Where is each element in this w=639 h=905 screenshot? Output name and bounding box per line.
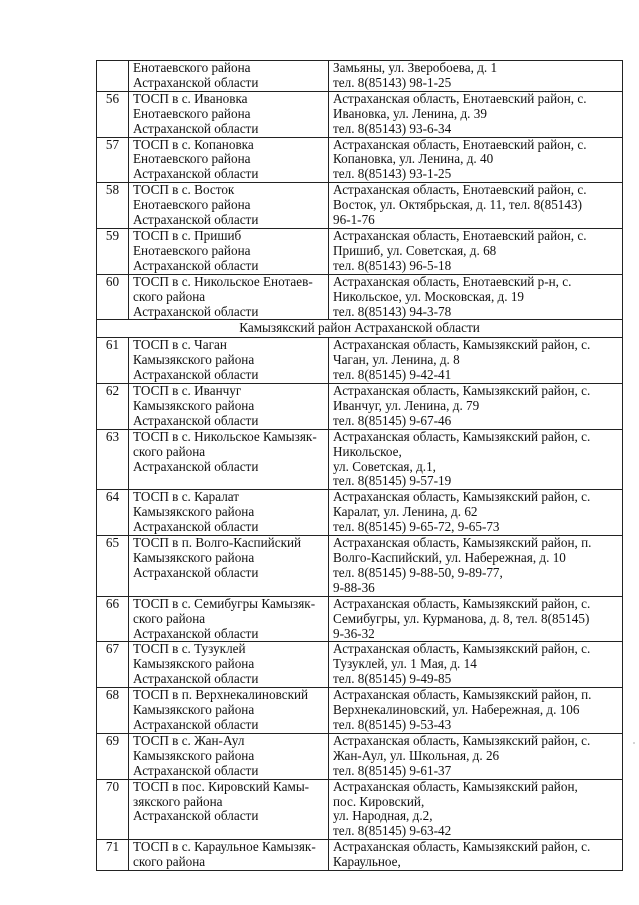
address-line: 9-36-32 (333, 626, 375, 641)
office-name-line: ТОСП в с. Иванчуг (133, 384, 242, 399)
office-name-line: Камызякского района (133, 505, 255, 520)
row-number: 71 (97, 840, 129, 871)
office-name-line: ТОСП в п. Волго-Каспийский (133, 536, 302, 551)
address-line: ул. Советская, д.1, (333, 459, 436, 474)
office-address-cell (329, 228, 623, 274)
address-line: тел. 8(85145) 9-65-72, 9-65-73 (333, 520, 500, 535)
office-name-line: Камызякского района (133, 748, 255, 763)
address-line: тел. 8(85143) 96-5-18 (333, 258, 452, 273)
table-row (97, 779, 623, 840)
address-line: тел. 8(85143) 93-1-25 (333, 167, 452, 182)
office-name-cell (129, 536, 329, 597)
office-name-line: Енотаевского района (133, 106, 251, 121)
address-line: Семибугры, ул. Курманова, д. 8, тел. 8(85145) (333, 611, 590, 626)
office-address-cell (329, 183, 623, 229)
office-name-line: Астраханской области (133, 626, 259, 641)
office-name-line: ского района (133, 289, 206, 304)
table-row (97, 338, 623, 384)
office-name-cell (129, 384, 329, 430)
office-address-cell (329, 596, 623, 642)
office-address-cell (329, 688, 623, 734)
office-name-cell (129, 779, 329, 840)
office-name-line: ТОСП в с. Копановка (133, 137, 254, 152)
office-name-cell (129, 642, 329, 688)
table-row (97, 228, 623, 274)
office-address-cell (329, 490, 623, 536)
row-number: 63 (97, 429, 129, 490)
office-name-line: Енотаевского района (133, 152, 251, 167)
table-row (97, 642, 623, 688)
table-row (97, 840, 623, 871)
office-name-line: ТОСП в с. Восток (133, 183, 235, 198)
address-line: Астраханская область, Енотаевский район, с. (333, 228, 587, 243)
office-name-line: ТОСП в с. Чаган (133, 338, 227, 353)
address-line: Астраханская область, Камызякский район, с. (333, 338, 591, 353)
office-name-line: Астраханской области (133, 809, 259, 824)
office-address-cell (329, 137, 623, 183)
office-name-line: Камызякского района (133, 353, 255, 368)
table-row (97, 429, 623, 490)
office-name-line: ского района (133, 855, 206, 870)
office-name-line: ТОСП в с. Никольское Енотаев- (133, 274, 313, 289)
address-line: Астраханская область, Енотаевский район, с. (333, 183, 587, 198)
table-row (97, 61, 623, 92)
address-line: тел. 8(85143) 98-1-25 (333, 75, 452, 90)
office-name-cell (129, 91, 329, 137)
address-line: Тузуклей, ул. 1 Мая, д. 14 (333, 657, 477, 672)
row-number: 59 (97, 228, 129, 274)
office-name-cell (129, 733, 329, 779)
scan-speck (633, 742, 635, 744)
address-line: Астраханская область, Енотаевский р-н, с. (333, 274, 572, 289)
row-number: 69 (97, 733, 129, 779)
address-line: 9-88-36 (333, 580, 375, 595)
address-line: тел. 8(85143) 94-3-78 (333, 304, 452, 319)
office-name-line: Камызякского района (133, 657, 255, 672)
address-line: Астраханская область, Камызякский район, с. (333, 596, 591, 611)
office-name-line: ТОСП в пос. Кировский Камы- (133, 779, 310, 794)
address-line: Ивановка, ул. Ленина, д. 39 (333, 106, 487, 121)
table-row (97, 596, 623, 642)
address-line: Никольское, (333, 444, 402, 459)
address-line: Восток, ул. Октябрьская, д. 11, тел. 8(85143) (333, 198, 582, 213)
address-line: ул. Народная, д.2, (333, 809, 433, 824)
address-line: тел. 8(85145) 9-88-50, 9-89-77, (333, 565, 503, 580)
address-line: Астраханская область, Енотаевский район, с. (333, 137, 587, 152)
office-name-line: ТОСП в с. Жан-Аул (133, 733, 245, 748)
row-number: 57 (97, 137, 129, 183)
address-line: Каралат, ул. Ленина, д. 62 (333, 505, 478, 520)
office-name-line: Камызякского района (133, 398, 255, 413)
address-line: Караульное, (333, 855, 401, 870)
office-name-line: ТОСП в с. Тузуклей (133, 642, 246, 657)
office-name-cell (129, 137, 329, 183)
office-name-line: Астраханской области (133, 167, 259, 182)
office-address-cell (329, 429, 623, 490)
office-name-line: Астраханской области (133, 368, 259, 383)
office-address-cell (329, 733, 623, 779)
office-name-cell (129, 228, 329, 274)
office-address-cell (329, 61, 623, 92)
table-row (97, 490, 623, 536)
office-name-line: Енотаевского района (133, 61, 251, 75)
office-name-line: ТОСП в п. Верхнекалиновский (133, 688, 309, 703)
office-name-cell (129, 490, 329, 536)
office-name-line: Астраханской области (133, 121, 259, 136)
address-line: тел. 8(85145) 9-57-19 (333, 474, 452, 489)
row-number: 60 (97, 274, 129, 320)
office-name-line: Астраханской области (133, 304, 259, 319)
address-line: тел. 8(85145) 9-67-46 (333, 413, 452, 428)
row-number: 66 (97, 596, 129, 642)
office-name-cell (129, 429, 329, 490)
office-name-line: ТОСП в с. Никольское Камызяк- (133, 429, 317, 444)
row-number: 64 (97, 490, 129, 536)
office-name-line: Енотаевского района (133, 198, 251, 213)
table-row (97, 384, 623, 430)
address-line: Никольское, ул. Московская, д. 19 (333, 289, 525, 304)
address-line: Верхнекалиновский, ул. Набережная, д. 106 (333, 703, 580, 718)
office-name-line: ТОСП в с. Ивановка (133, 91, 248, 106)
address-line: Жан-Аул, ул. Школьная, д. 26 (333, 748, 500, 763)
office-name-cell (129, 183, 329, 229)
row-number: 62 (97, 384, 129, 430)
address-line: Астраханская область, Камызякский район, с. (333, 429, 591, 444)
address-line: Астраханская область, Камызякский район, п. (333, 536, 592, 551)
address-line: Пришиб, ул. Советская, д. 68 (333, 243, 497, 258)
office-name-line: ТОСП в с. Пришиб (133, 228, 242, 243)
office-name-line: Астраханской области (133, 459, 259, 474)
row-number: 67 (97, 642, 129, 688)
address-line: Астраханская область, Енотаевский район, с. (333, 91, 587, 106)
office-address-cell (329, 536, 623, 597)
office-address-cell (329, 779, 623, 840)
office-name-line: Астраханской области (133, 672, 259, 687)
address-line: Астраханская область, Камызякский район, (333, 779, 578, 794)
offices-table (96, 60, 623, 871)
office-address-cell (329, 338, 623, 384)
address-line: 96-1-76 (333, 213, 375, 228)
address-line: Астраханская область, Камызякский район, с. (333, 840, 591, 855)
row-number: 58 (97, 183, 129, 229)
table-row (97, 91, 623, 137)
address-line: тел. 8(85145) 9-42-41 (333, 368, 452, 383)
office-name-line: Камызякского района (133, 551, 255, 565)
address-line: тел. 8(85145) 9-63-42 (333, 824, 452, 839)
office-address-cell (329, 274, 623, 320)
office-address-cell (329, 384, 623, 430)
address-line: Волго-Каспийский, ул. Набережная, д. 10 (333, 551, 566, 565)
address-line: Астраханская область, Камызякский район, с. (333, 733, 591, 748)
office-name-line: ТОСП в с. Семибугры Камызяк- (133, 596, 316, 611)
table-row (97, 688, 623, 734)
office-name-line: зякского района (133, 794, 223, 809)
office-address-cell (329, 91, 623, 137)
office-address-cell (329, 642, 623, 688)
table-row (97, 137, 623, 183)
office-name-line: Астраханской области (133, 520, 259, 535)
office-name-line: Камызякского района (133, 703, 255, 718)
office-name-line: Енотаевского района (133, 243, 251, 258)
offices-table-body (97, 61, 623, 871)
address-line: пос. Кировский, (333, 794, 425, 809)
office-name-line: Астраханской области (133, 75, 259, 90)
table-row (97, 183, 623, 229)
office-name-line: Астраханской области (133, 565, 259, 580)
table-row (97, 536, 623, 597)
document-page (96, 60, 622, 871)
office-name-line: Астраханской области (133, 413, 259, 428)
section-row (97, 320, 623, 338)
address-line: Замьяны, ул. Зверобоева, д. 1 (333, 61, 498, 75)
office-name-line: ТОСП в с. Караульное Камызяк- (133, 840, 316, 855)
office-name-line: ского района (133, 444, 206, 459)
office-name-line: ского района (133, 611, 206, 626)
section-heading: Камызякский район Астраханской области (97, 320, 623, 338)
office-name-cell (129, 274, 329, 320)
office-name-cell (129, 840, 329, 871)
address-line: Астраханская область, Камызякский район, п. (333, 688, 592, 703)
table-row (97, 733, 623, 779)
office-name-line: Астраханской области (133, 717, 259, 732)
address-line: тел. 8(85145) 9-61-37 (333, 763, 452, 778)
office-name-cell (129, 61, 329, 92)
row-number: 61 (97, 338, 129, 384)
row-number (97, 61, 129, 92)
office-name-line: ТОСП в с. Каралат (133, 490, 240, 505)
office-name-line: Астраханской области (133, 763, 259, 778)
row-number: 56 (97, 91, 129, 137)
address-line: тел. 8(85143) 93-6-34 (333, 121, 452, 136)
office-name-cell (129, 338, 329, 384)
address-line: Астраханская область, Камызякский район, с. (333, 490, 591, 505)
office-address-cell (329, 840, 623, 871)
address-line: Иванчуг, ул. Ленина, д. 79 (333, 398, 480, 413)
office-name-cell (129, 688, 329, 734)
address-line: тел. 8(85145) 9-49-85 (333, 672, 452, 687)
office-name-cell (129, 596, 329, 642)
row-number: 68 (97, 688, 129, 734)
row-number: 70 (97, 779, 129, 840)
address-line: Астраханская область, Камызякский район, с. (333, 642, 591, 657)
office-name-line: Астраханской области (133, 258, 259, 273)
row-number: 65 (97, 536, 129, 597)
table-row (97, 274, 623, 320)
address-line: Копановка, ул. Ленина, д. 40 (333, 152, 494, 167)
address-line: тел. 8(85145) 9-53-43 (333, 717, 452, 732)
office-name-line: Астраханской области (133, 213, 259, 228)
address-line: Чаган, ул. Ленина, д. 8 (333, 353, 460, 368)
address-line: Астраханская область, Камызякский район, с. (333, 384, 591, 399)
